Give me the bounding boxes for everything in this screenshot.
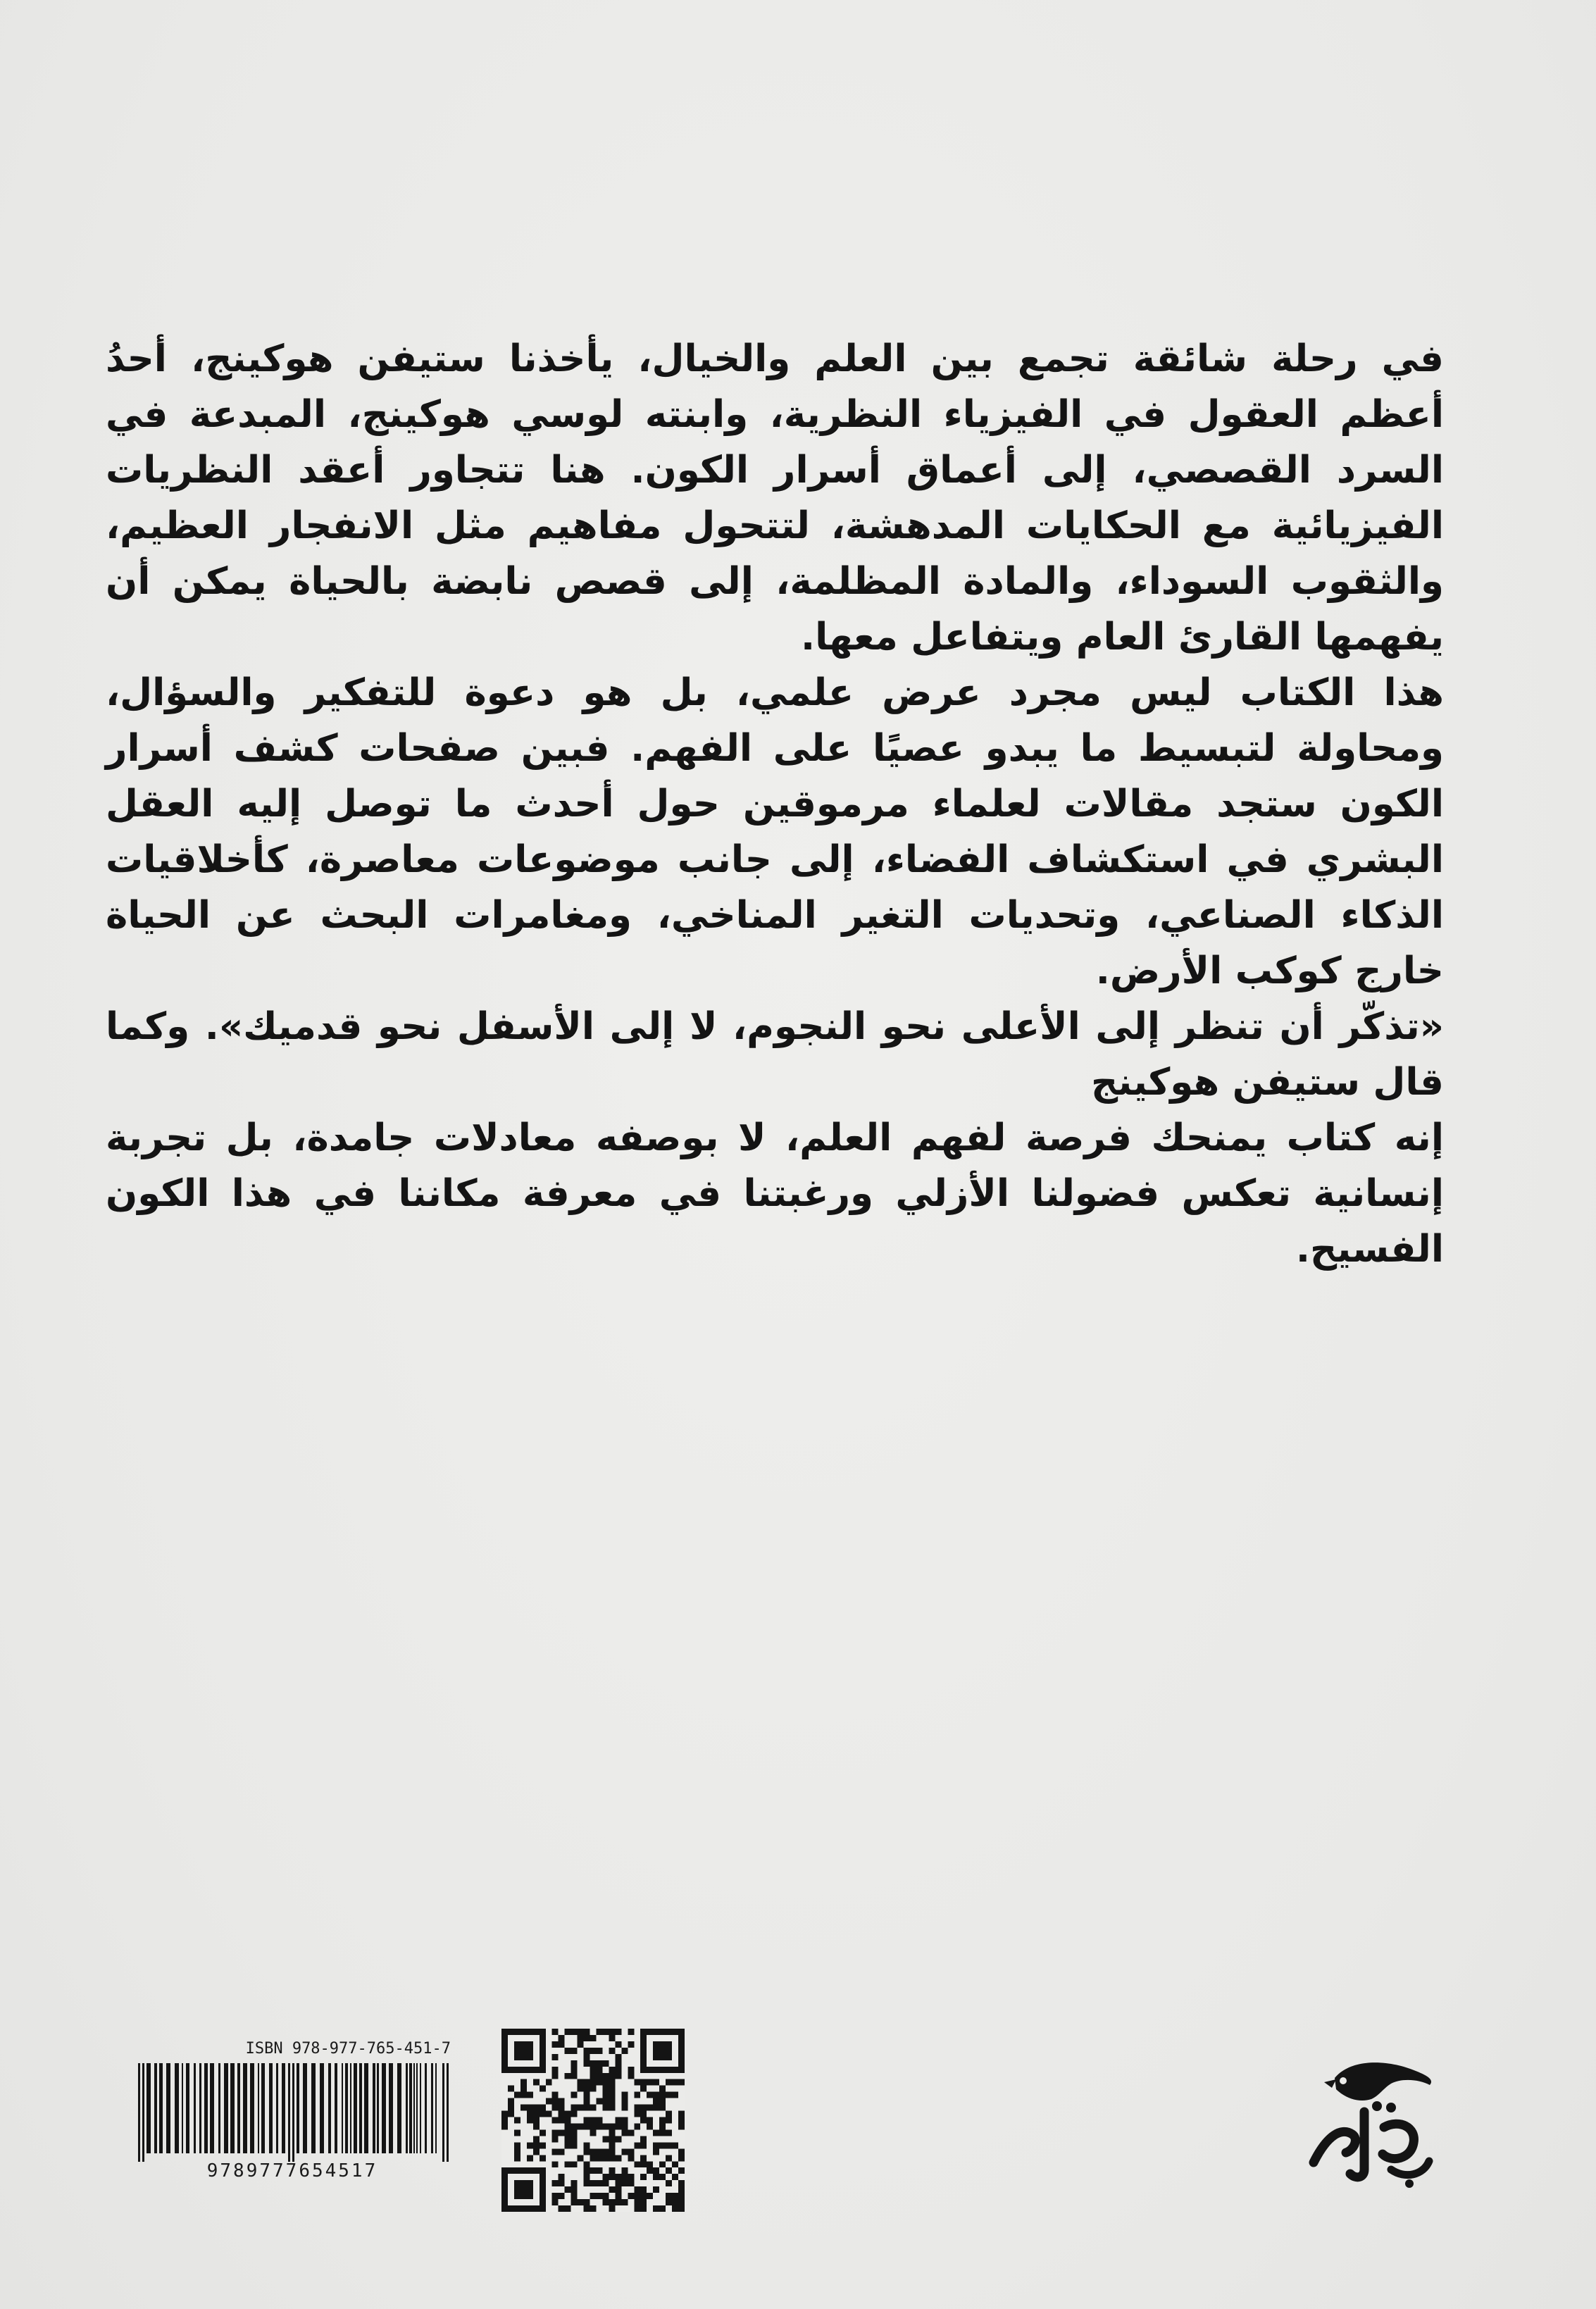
isbn-label: ISBN 978-977-765-451-7 <box>245 2040 451 2058</box>
qr-code-icon <box>501 2029 685 2212</box>
barcode-digits: 9789777654517 <box>206 2160 378 2182</box>
blurb-text <box>106 331 1444 1277</box>
blurb-quote: «تذكّر أن تنظر إلى الأعلى نحو النجوم، لا إلى الأسفل نحو قدميك». وكما قال ستيفن هوكينج <box>106 1005 1444 1104</box>
blurb-paragraph-1: في رحلة شائقة تجمع بين العلم والخيال، يأخذنا ستيفن هوكينج، أحدُ أعظم العقول في الفيزياء النظرية، وابنته لوسي هوكينج، المبدعة في السرد القصصي، إلى أعماق أسرار الكون. هنا تتجاور أعقد النظريات الفيزيائية مع الحكايات المدهشة، لتتحول مفاهيم مثل الانفجار العظيم، والثقوب السوداء، والمادة المظلمة، إلى قصص نابضة بالحياة يمكن أن يفهمها القارئ العام ويتفاعل معها. <box>106 337 1444 659</box>
isbn-barcode <box>134 2039 451 2180</box>
blurb-paragraph-4: إنه كتاب يمنحك فرصة لفهم العلم، لا بوصفه معادلات جامدة، بل تجربة إنسانية تعكس فضولنا الأزلي ورغبتنا في معرفة مكاننا في هذا الكون الفسيح. <box>106 1116 1444 1271</box>
barcode-icon <box>134 2063 451 2162</box>
blurb-paragraph-2: هذا الكتاب ليس مجرد عرض علمي، بل هو دعوة للتفكير والسؤال، ومحاولة لتبسيط ما يبدو عصيًا على الفهم. فبين صفحات كشف أسرار الكون ستجد مقالات لعلماء مرموقين حول أحدث ما توصل إليه العقل البشري في استكشاف الفضاء، إلى جانب موضوعات معاصرة، كأخلاقيات الذكاء الصناعي، وتحديات التغير المناخي، ومغامرات البحث عن الحياة خارج كوكب الأرض. <box>106 671 1444 992</box>
aafaq-publisher-logo-icon <box>1285 2029 1447 2191</box>
